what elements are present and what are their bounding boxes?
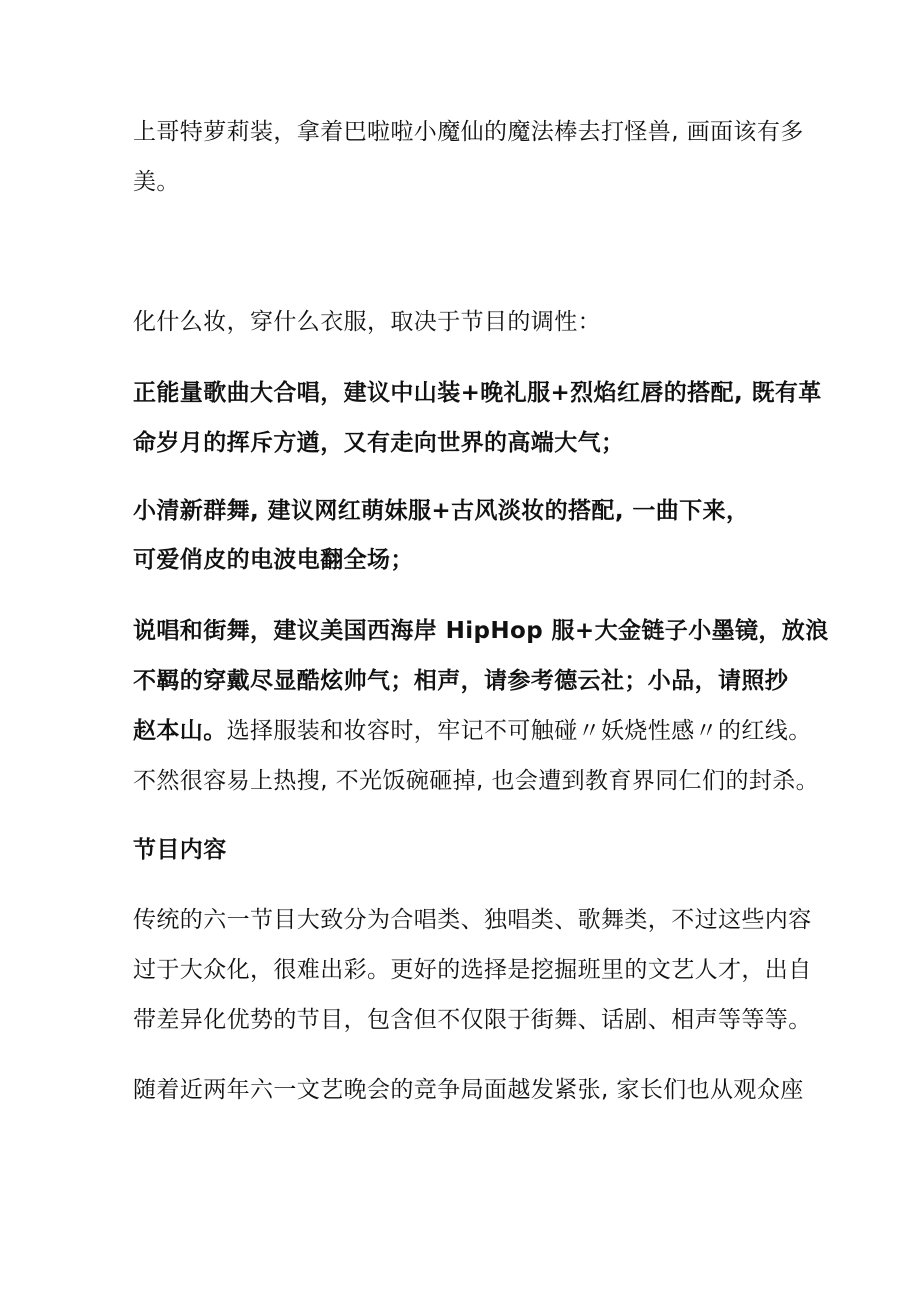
paragraph-4-line-1: 小清新群舞, 建议网红萌妹服+古风淡妆的搭配, 一曲下来， [133,498,750,524]
paragraph-3-line-2: 命岁月的挥斥方遒，又有走向世界的高端大气； [133,430,625,456]
paragraph-5-line-3 [133,716,813,746]
paragraph-4-line-2: 可爱俏皮的电波电翻全场； [133,547,414,573]
paragraph-2-line-1: 化什么妆，穿什么衣服，取决于节目的调性： [133,309,601,335]
paragraph-6-line-1: 传统的六一节目大致分为合唱类、独唱类、歌舞类，不过这些内容 [133,907,812,933]
paragraph-5-line-3-rest: 选择服装和妆容时，牢记不可触碰〃妖烧性感〃的红线。 [226,718,812,744]
paragraph-5-line-4: 不然很容易上热搜, 不光饭碗砸掉, 也会遭到教育界同仁们的封杀。 [133,768,820,794]
paragraph-3-line-1: 正能量歌曲大合唱，建议中山装+晚礼服+烈焰红唇的搭配, 既有革 [133,380,822,406]
paragraph-5-line-1: 说唱和街舞，建议美国西海岸 HipHop 服+大金链子小墨镜，放浪 [133,618,829,644]
paragraph-5-line-3-bold: 赵本山。 [133,718,227,744]
paragraph-7-line-1: 随着近两年六一文艺晚会的竞争局面越发紧张, 家长们也从观众座 [133,1077,804,1103]
paragraph-1-line-1: 上哥特萝莉装，拿着巴啦啦小魔仙的魔法棒去打怪兽, 画面该有多 [133,119,804,145]
section-heading: 节目内容 [133,837,227,863]
paragraph-6-line-2: 过于大众化，很难出彩。更好的选择是挖掘班里的文艺人才，出自 [133,957,812,983]
paragraph-6-line-3: 带差异化优势的节目，包含但不仅限于街舞、话剧、相声等等等。 [133,1007,812,1033]
paragraph-5-line-2: 不羁的穿戴尽显酷炫帅气；相声，请参考德云社；小品，请照抄 [133,668,789,694]
paragraph-1-line-2: 美。 [133,169,180,195]
